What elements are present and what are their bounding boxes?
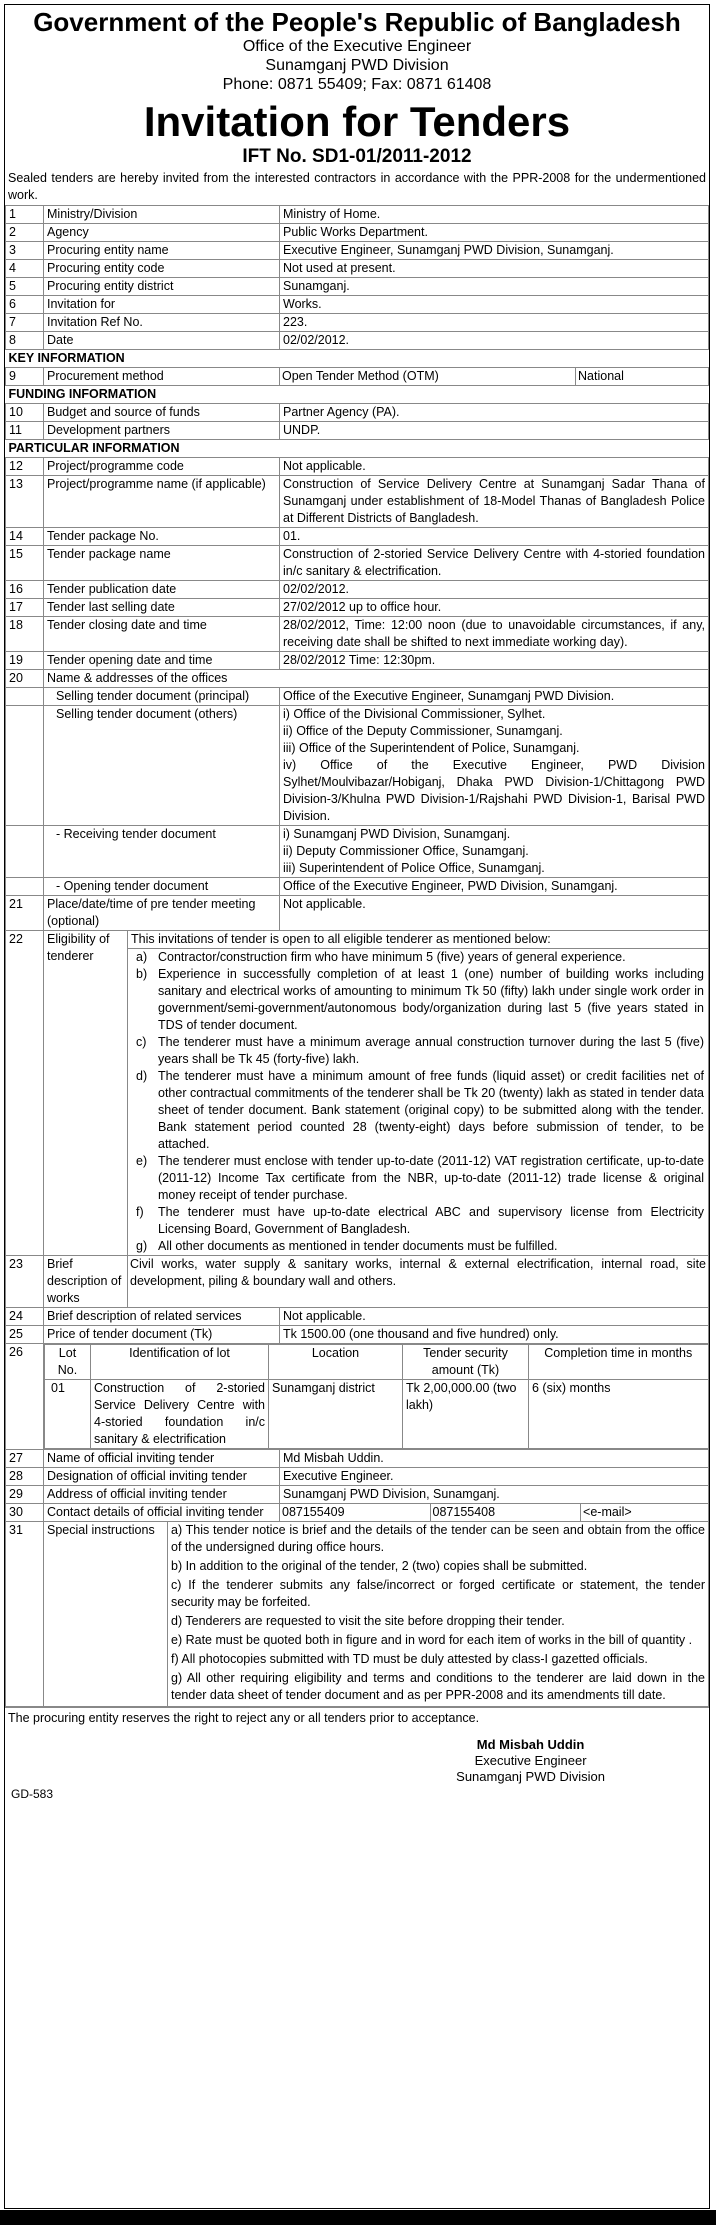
row-label: Tender package No.: [44, 528, 280, 546]
table-row: [6, 1308, 709, 1326]
row-number: 8: [6, 332, 44, 350]
eligibility-key: g): [136, 1239, 148, 1253]
table-row: [6, 1522, 709, 1707]
eligibility-text: All other documents as mentioned in tender documents must be fulfilled.: [158, 1239, 558, 1253]
row-label: Tender opening date and time: [44, 652, 280, 670]
table-row: [6, 581, 709, 599]
row-label: Tender package name: [44, 546, 280, 581]
office-subrow: [6, 688, 709, 706]
notice-title: Invitation for Tenders: [143, 98, 571, 145]
gd-code: GD-583: [11, 1787, 54, 1801]
eligibility-key: d): [136, 1069, 148, 1083]
row-label: Procuring entity code: [44, 260, 280, 278]
table-row: [6, 206, 709, 224]
office-sub-label: - Opening tender document: [44, 878, 280, 896]
eligibility-text: The tenderer must have up-to-date electrical ABC and supervisory license from Electricity Licensing Board, Government of Bangladesh.: [158, 1205, 704, 1236]
row-value: Tk 1500.00 (one thousand and five hundred) only.: [280, 1326, 709, 1344]
key-info-heading: KEY INFORMATION: [6, 350, 709, 368]
office-sub-label: Selling tender document (others): [44, 706, 280, 826]
office-sub-value: [280, 688, 709, 706]
tender-table: [5, 205, 709, 1707]
signer-name: Md Misbah Uddin: [476, 1737, 585, 1752]
row-number: 24: [6, 1308, 44, 1326]
eligibility-list: [128, 949, 708, 1255]
lot-number: 01: [45, 1380, 91, 1449]
office-line: i) Office of the Divisional Commissioner, Sylhet.: [283, 707, 546, 721]
eligibility-text: The tenderer must enclose with tender up-to-date (2011-12) VAT registration certificate, up-to-date (2011-12) Income Tax certificate from the NBR, up-to-date (2011-12) trade license & original money receipt of tender purchase.: [158, 1154, 704, 1202]
eligibility-item: [128, 1034, 708, 1068]
row-label: Ministry/Division: [44, 206, 280, 224]
row-number: 26: [6, 1344, 44, 1450]
row-value: Construction of Service Delivery Centre at Sunamganj Sadar Thana of Sunamganj under establishment of 18-Model Thanas of Bangladesh Police at Different Districts of Bangladesh.: [280, 476, 709, 528]
funding-info-heading: FUNDING INFORMATION: [6, 386, 709, 404]
row-label: Project/programme code: [44, 458, 280, 476]
eligibility-item: [128, 1238, 708, 1255]
instruction-item: f) All photocopies submitted with TD must be duly attested by class-I gazetted officials.: [171, 1652, 648, 1666]
notice-header: [5, 7, 709, 168]
row-number: 28: [6, 1468, 44, 1486]
office-name: Office of the Executive Engineer: [242, 38, 472, 55]
eligibility-item: [128, 949, 708, 966]
office-subrow: [6, 826, 709, 878]
row-value: 02/02/2012.: [280, 581, 709, 599]
row-label: Name & addresses of the offices: [44, 670, 709, 688]
table-row: [6, 599, 709, 617]
instruction-item: b) In addition to the original of the tender, 2 (two) copies shall be submitted.: [171, 1559, 588, 1573]
tender-notice: [4, 4, 710, 2209]
row-number: 11: [6, 422, 44, 440]
eligibility-key: c): [136, 1035, 147, 1049]
office-sub-value: [280, 706, 709, 826]
row-number: 7: [6, 314, 44, 332]
lot-header: Location: [269, 1345, 403, 1380]
lot-row: [45, 1380, 709, 1449]
row-label: Eligibility of tenderer: [44, 931, 128, 1255]
row-value: Partner Agency (PA).: [280, 404, 709, 422]
lot-header-row: [45, 1345, 709, 1380]
table-row: [6, 476, 709, 528]
row-label: Name of official inviting tender: [44, 1450, 280, 1468]
office-subrow: [6, 878, 709, 896]
row-value: Not applicable.: [280, 896, 709, 931]
table-row: [6, 1344, 709, 1450]
intro-text: Sealed tenders are hereby invited from the interested contractors in accordance with the PPR-2008 for the undermentioned work.: [8, 171, 706, 202]
table-row: [6, 296, 709, 314]
row-label: Address of official inviting tender: [44, 1486, 280, 1504]
eligibility-text: The tenderer must have a minimum amount of free funds (liquid asset) or credit facilities net of other contractual commitments of the tenderer shall be Tk 20 (twenty) lakh as stated in tender data sheet of tender document. Bank statement (original copy) to be submitted along with the tender. Bank statement period counted 28 (twenty-eight) days before submission of tender, to be attached.: [158, 1069, 704, 1151]
table-row: [6, 652, 709, 670]
row-label: Invitation for: [44, 296, 280, 314]
signature-block: [456, 1737, 605, 1785]
row-value: 223.: [280, 314, 709, 332]
row-number: 13: [6, 476, 44, 528]
row-value: Ministry of Home.: [280, 206, 709, 224]
row-number: 1: [6, 206, 44, 224]
office-line: iii) Office of the Superintendent of Police, Sunamganj.: [283, 741, 580, 755]
row-label: Brief description of related services: [44, 1308, 280, 1326]
row-value: Not applicable.: [280, 458, 709, 476]
office-sub-value: [280, 826, 709, 878]
table-row: [6, 314, 709, 332]
table-row: [6, 332, 709, 350]
row-number: 30: [6, 1504, 44, 1522]
row-label: Invitation Ref No.: [44, 314, 280, 332]
row-number: 14: [6, 528, 44, 546]
eligibility-text: Experience in successfully completion of at least 1 (one) number of building works including sanitary and electrical works of amounting to minimum Tk 50 (fifty) lakh under single work order in government/semi-government/autonomous body/organization during last 5 (five years stated in TDS of tender document.: [158, 967, 704, 1032]
table-row: [6, 368, 709, 386]
table-row: [6, 1450, 709, 1468]
eligibility-intro: This invitations of tender is open to all eligible tenderer as mentioned below:: [128, 931, 708, 949]
table-row: [6, 1486, 709, 1504]
signer-designation: Executive Engineer: [474, 1753, 587, 1768]
row-number: 31: [6, 1522, 44, 1707]
lot-header: Lot No.: [45, 1345, 91, 1380]
row-number: 9: [6, 368, 44, 386]
row-value: Sunamganj PWD Division, Sunamganj.: [280, 1486, 709, 1504]
table-row: [6, 528, 709, 546]
row-label: Tender publication date: [44, 581, 280, 599]
signer-office: Sunamganj PWD Division: [456, 1769, 605, 1784]
row-value: 02/02/2012.: [280, 332, 709, 350]
row-label: Tender closing date and time: [44, 617, 280, 652]
eligibility-key: e): [136, 1154, 148, 1168]
row-number: 5: [6, 278, 44, 296]
eligibility-key: a): [136, 950, 148, 964]
row-label: Project/programme name (if applicable): [44, 476, 280, 528]
contact-phone: 087155409: [280, 1504, 430, 1521]
row-value: 28/02/2012 Time: 12:30pm.: [280, 652, 709, 670]
row-label: Place/date/time of pre tender meeting (optional): [44, 896, 280, 931]
bottom-bar: [0, 2210, 716, 2225]
row-label: Special instructions: [44, 1522, 168, 1706]
row-value: 27/02/2012 up to office hour.: [280, 599, 709, 617]
division-name: Sunamganj PWD Division: [265, 57, 449, 74]
instruction-item: d) Tenderers are requested to visit the site before dropping their tender.: [171, 1614, 565, 1628]
lot-location: Sunamganj district: [269, 1380, 403, 1449]
row-value: 28/02/2012, Time: 12:00 noon (due to unavoidable circumstances, if any, receiving date shall be shifted to next immediate working day).: [280, 617, 709, 652]
reservation-note: The procuring entity reserves the right to reject any or all tenders prior to acceptance.: [5, 1707, 709, 1729]
table-row: [6, 260, 709, 278]
table-row: [6, 458, 709, 476]
row-label: Tender last selling date: [44, 599, 280, 617]
row-value: Executive Engineer, Sunamganj PWD Division, Sunamganj.: [280, 242, 709, 260]
row-value: UNDP.: [280, 422, 709, 440]
office-line: ii) Office of the Deputy Commissioner, Sunamganj.: [283, 724, 563, 738]
row-number: 3: [6, 242, 44, 260]
eligibility-text: The tenderer must have a minimum average annual construction turnover during the last 5 (five) years shall be Tk 45 (forty-five) lakh.: [158, 1035, 704, 1066]
row-number: 23: [6, 1256, 44, 1308]
table-row: [6, 617, 709, 652]
lot-table: [44, 1344, 709, 1449]
row-value: Open Tender Method (OTM): [280, 368, 576, 385]
table-row: [6, 422, 709, 440]
lot-identification: Construction of 2-storied Service Delivery Centre with 4-storied foundation in/c sanitary & electrification: [91, 1380, 269, 1449]
eligibility-item: [128, 1204, 708, 1238]
row-value: Public Works Department.: [280, 224, 709, 242]
office-sub-label: - Receiving tender document: [44, 826, 280, 878]
row-value: Not used at present.: [280, 260, 709, 278]
office-line: Office of the Executive Engineer, PWD Division, Sunamganj.: [283, 879, 618, 893]
table-row: [6, 1256, 709, 1308]
ift-number: IFT No. SD1-01/2011-2012: [242, 146, 472, 167]
office-line: iii) Superintendent of Police Office, Sunamganj.: [283, 861, 545, 875]
instruction-item: g) All other requiring eligibility and terms and conditions to the tenderer are laid down in the tender data sheet of tender document and as per PPR-2008 and its amendments till date.: [171, 1671, 705, 1702]
table-row: [6, 1468, 709, 1486]
row-number: 20: [6, 670, 44, 688]
row-value: Civil works, water supply & sanitary works, internal & external electrification, internal road, site development, piling & boundary wall and others.: [130, 1257, 706, 1288]
row-label: Brief description of works: [44, 1256, 128, 1307]
row-value: Not applicable.: [280, 1308, 709, 1326]
table-row: [6, 931, 709, 1256]
eligibility-item: [128, 966, 708, 1034]
row-number: 10: [6, 404, 44, 422]
office-line: iv) Office of the Executive Engineer, PWD Division Sylhet/Moulvibazar/Hobiganj, Dhaka PWD Division-1/Chittagong PWD Division-3/Khulna PWD Division-1/Rajshahi PWD Division-1, Barisal PWD Division.: [283, 758, 705, 823]
lot-completion: 6 (six) months: [529, 1380, 709, 1449]
special-instructions: [168, 1522, 709, 1706]
row-value: Construction of 2-storied Service Delivery Centre with 4-storied foundation in/c sanitary & electrification.: [280, 546, 709, 581]
row-number: 17: [6, 599, 44, 617]
table-row: [6, 278, 709, 296]
lot-header: Identification of lot: [91, 1345, 269, 1380]
row-number: 15: [6, 546, 44, 581]
row-number: 22: [6, 931, 44, 1256]
eligibility-item: [128, 1068, 708, 1153]
eligibility-key: f): [136, 1205, 144, 1219]
row-number: 21: [6, 896, 44, 931]
row-number: 4: [6, 260, 44, 278]
row-number: 16: [6, 581, 44, 599]
row-extra: National: [578, 369, 624, 383]
row-label: Date: [44, 332, 280, 350]
eligibility-text: Contractor/construction firm who have minimum 5 (five) years of general experience.: [158, 950, 626, 964]
table-row: [6, 224, 709, 242]
office-sub-value: [280, 878, 709, 896]
row-label: Designation of official inviting tender: [44, 1468, 280, 1486]
table-row: [6, 546, 709, 581]
row-number: 25: [6, 1326, 44, 1344]
office-line: i) Sunamganj PWD Division, Sunamganj.: [283, 827, 511, 841]
table-row: [6, 404, 709, 422]
row-number: 18: [6, 617, 44, 652]
row-number: 27: [6, 1450, 44, 1468]
row-number: 19: [6, 652, 44, 670]
row-value: Works.: [280, 296, 709, 314]
row-number: 12: [6, 458, 44, 476]
row-label: Procuring entity name: [44, 242, 280, 260]
table-row: [6, 1504, 709, 1522]
table-row: [6, 670, 709, 688]
row-value: Sunamganj.: [280, 278, 709, 296]
row-value: 01.: [280, 528, 709, 546]
office-line: Office of the Executive Engineer, Sunamganj PWD Division.: [283, 689, 615, 703]
lot-header: Tender security amount (Tk): [403, 1345, 529, 1380]
row-label: Development partners: [44, 422, 280, 440]
row-label: Procuring entity district: [44, 278, 280, 296]
row-number: 29: [6, 1486, 44, 1504]
contact-email: <e-mail>: [583, 1505, 632, 1519]
instruction-item: c) If the tenderer submits any false/incorrect or forged certificate or statement, the tender security may be forfeited.: [171, 1578, 705, 1609]
table-row: [6, 242, 709, 260]
eligibility-item: [128, 1153, 708, 1204]
table-row: [6, 1326, 709, 1344]
row-label: Budget and source of funds: [44, 404, 280, 422]
row-value: Executive Engineer.: [280, 1468, 709, 1486]
office-sub-label: Selling tender document (principal): [44, 688, 280, 706]
government-title: Government of the People's Republic of Bangladesh: [33, 7, 681, 37]
row-number: 6: [6, 296, 44, 314]
instruction-item: e) Rate must be quoted both in figure and in word for each item of works in the bill of quantity .: [171, 1633, 693, 1647]
contact-line: Phone: 0871 55409; Fax: 0871 61408: [222, 76, 492, 93]
row-label: Price of tender document (Tk): [44, 1326, 280, 1344]
table-row: [6, 896, 709, 931]
office-line: ii) Deputy Commissioner Office, Sunamganj.: [283, 844, 529, 858]
row-label: Contact details of official inviting tender: [44, 1504, 280, 1522]
lot-security: Tk 2,00,000.00 (two lakh): [403, 1380, 529, 1449]
eligibility-key: b): [136, 967, 148, 981]
office-subrow: [6, 706, 709, 826]
row-label: Agency: [44, 224, 280, 242]
row-label: Procurement method: [44, 368, 280, 386]
lot-header: Completion time in months: [529, 1345, 709, 1380]
instruction-item: a) This tender notice is brief and the details of the tender can be seen and obtain from the office of the undersigned during office hours.: [171, 1523, 705, 1554]
row-number: 2: [6, 224, 44, 242]
contact-fax: 087155408: [430, 1504, 581, 1521]
particular-info-heading: PARTICULAR INFORMATION: [6, 440, 709, 458]
row-value: Md Misbah Uddin.: [280, 1450, 709, 1468]
